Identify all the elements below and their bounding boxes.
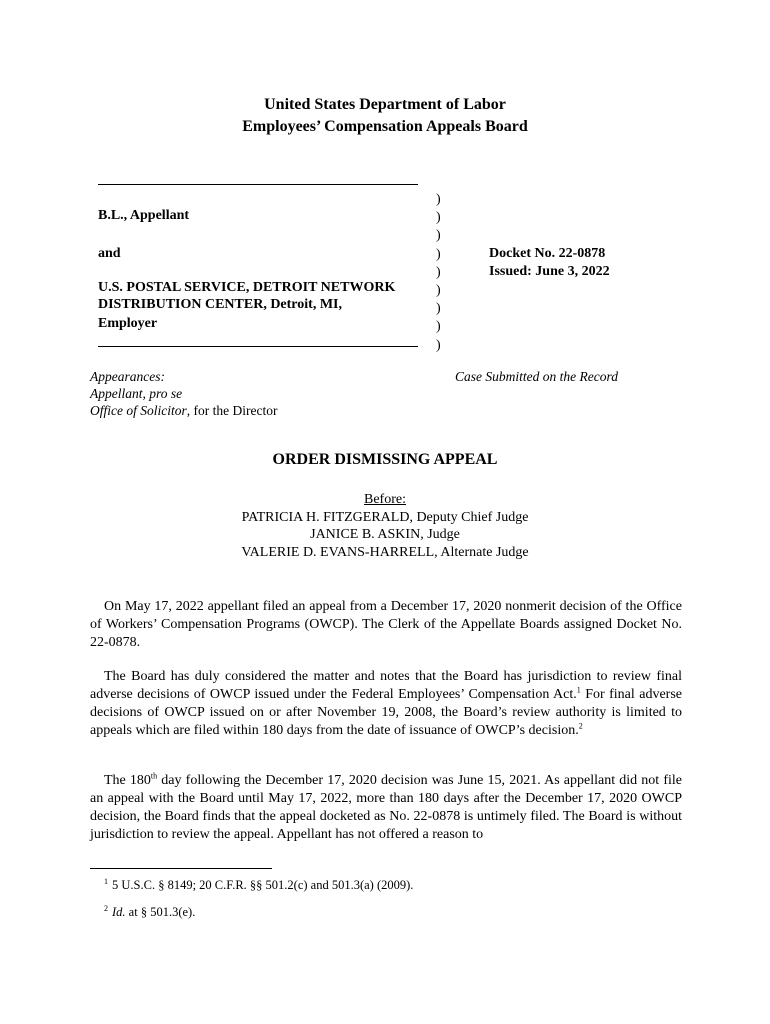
appellant-pro-se: Appellant, pro se: [90, 386, 183, 401]
before-label: [0, 492, 770, 508]
employer-line-3: Employer: [98, 316, 158, 331]
paren: ): [436, 264, 441, 280]
paragraph-1: On May 17, 2022 appellant filed an appeal from a December 17, 2020 nonmerit decision of the Office of Workers’ Compensation Programs (OWCP). The Clerk of the Appellate Boards assigned Docket No. 22-0878.: [90, 599, 682, 650]
judge-2: JANICE B. ASKIN, Judge: [310, 527, 460, 542]
footnote-ref-2[interactable]: 2: [578, 721, 583, 731]
paragraph-2-part-b: For final adverse decisions of OWCP issued on or after November 19, 2008, the Board’s review authority is limited to appeals which are filed within 180 days from the date of issuance of OWCP’s decision.: [90, 687, 683, 738]
paren: ): [436, 319, 441, 335]
agency-title: United States Department of Labor: [264, 96, 506, 113]
footnote-2: [104, 904, 195, 920]
footnote-2-id: Id.: [112, 905, 126, 919]
paren: ): [436, 337, 441, 353]
footnote-1-number: 1: [104, 876, 108, 886]
solicitor-name: Office of Solicitor: [90, 403, 187, 418]
ordinal-suffix: th: [150, 771, 158, 781]
employer-line-1: U.S. POSTAL SERVICE, DETROIT NETWORK: [98, 280, 396, 295]
caption-bottom-rule: [98, 346, 418, 347]
caption-top-rule: [98, 184, 418, 185]
caption-paren-column: [436, 191, 446, 355]
docket-number: Docket No. 22-0878: [489, 246, 606, 261]
board-title: Employees’ Compensation Appeals Board: [242, 118, 528, 135]
paren: ): [436, 282, 441, 298]
paren: ): [436, 210, 441, 226]
judge-3: VALERIE D. EVANS-HARRELL, Alternate Judge: [241, 545, 529, 560]
employer-line-2: DISTRIBUTION CENTER, Detroit, MI,: [98, 297, 342, 312]
footnote-rule: [90, 868, 272, 869]
paragraph-3: [90, 772, 682, 844]
before-text: Before:: [364, 492, 406, 507]
issued-date: Issued: June 3, 2022: [489, 264, 610, 279]
paren: ): [436, 192, 441, 207]
caption-and: and: [98, 246, 121, 261]
appellant-name: B.L., Appellant: [98, 208, 190, 223]
footnote-2-text: at § 501.3(e).: [125, 905, 196, 919]
paren: ): [436, 301, 441, 317]
paragraph-2-part-a: The Board has duly considered the matter and notes that the Board has jurisdiction to review final adverse decisions of OWCP issued under the Federal Employees’ Compensation Act.: [90, 669, 682, 702]
footnote-ref-1[interactable]: 1: [576, 685, 581, 695]
paren: ): [436, 228, 441, 244]
order-title: ORDER DISMISSING APPEAL: [272, 451, 498, 468]
paren: ): [436, 246, 441, 262]
appearances-label: Appearances:: [90, 369, 165, 384]
case-submitted: Case Submitted on the Record: [455, 369, 618, 384]
solicitor-role: , for the Director: [186, 403, 278, 418]
paragraph-3-part-a: The 180: [104, 773, 151, 788]
paragraph-3-part-b: day following the December 17, 2020 decision was June 15, 2021. As appellant did not file an appeal with the Board until May 17, 2022, more than 180 days after the December 17, 2020 OWCP decision, the Board finds that the appeal docketed as No. 22-0878 is untimely filed. The Board is without jurisdiction to review the appeal. Appellant has not offered a reason to: [90, 773, 682, 842]
footnote-2-number: 2: [104, 903, 108, 913]
footnote-1: [104, 877, 413, 893]
paragraph-2: [90, 668, 682, 740]
footnote-1-text: 5 U.S.C. § 8149; 20 C.F.R. §§ 501.2(c) and 501.3(a) (2009).: [112, 878, 414, 892]
solicitor-line: [90, 402, 277, 419]
judge-1: PATRICIA H. FITZGERALD, Deputy Chief Judge: [241, 510, 529, 525]
